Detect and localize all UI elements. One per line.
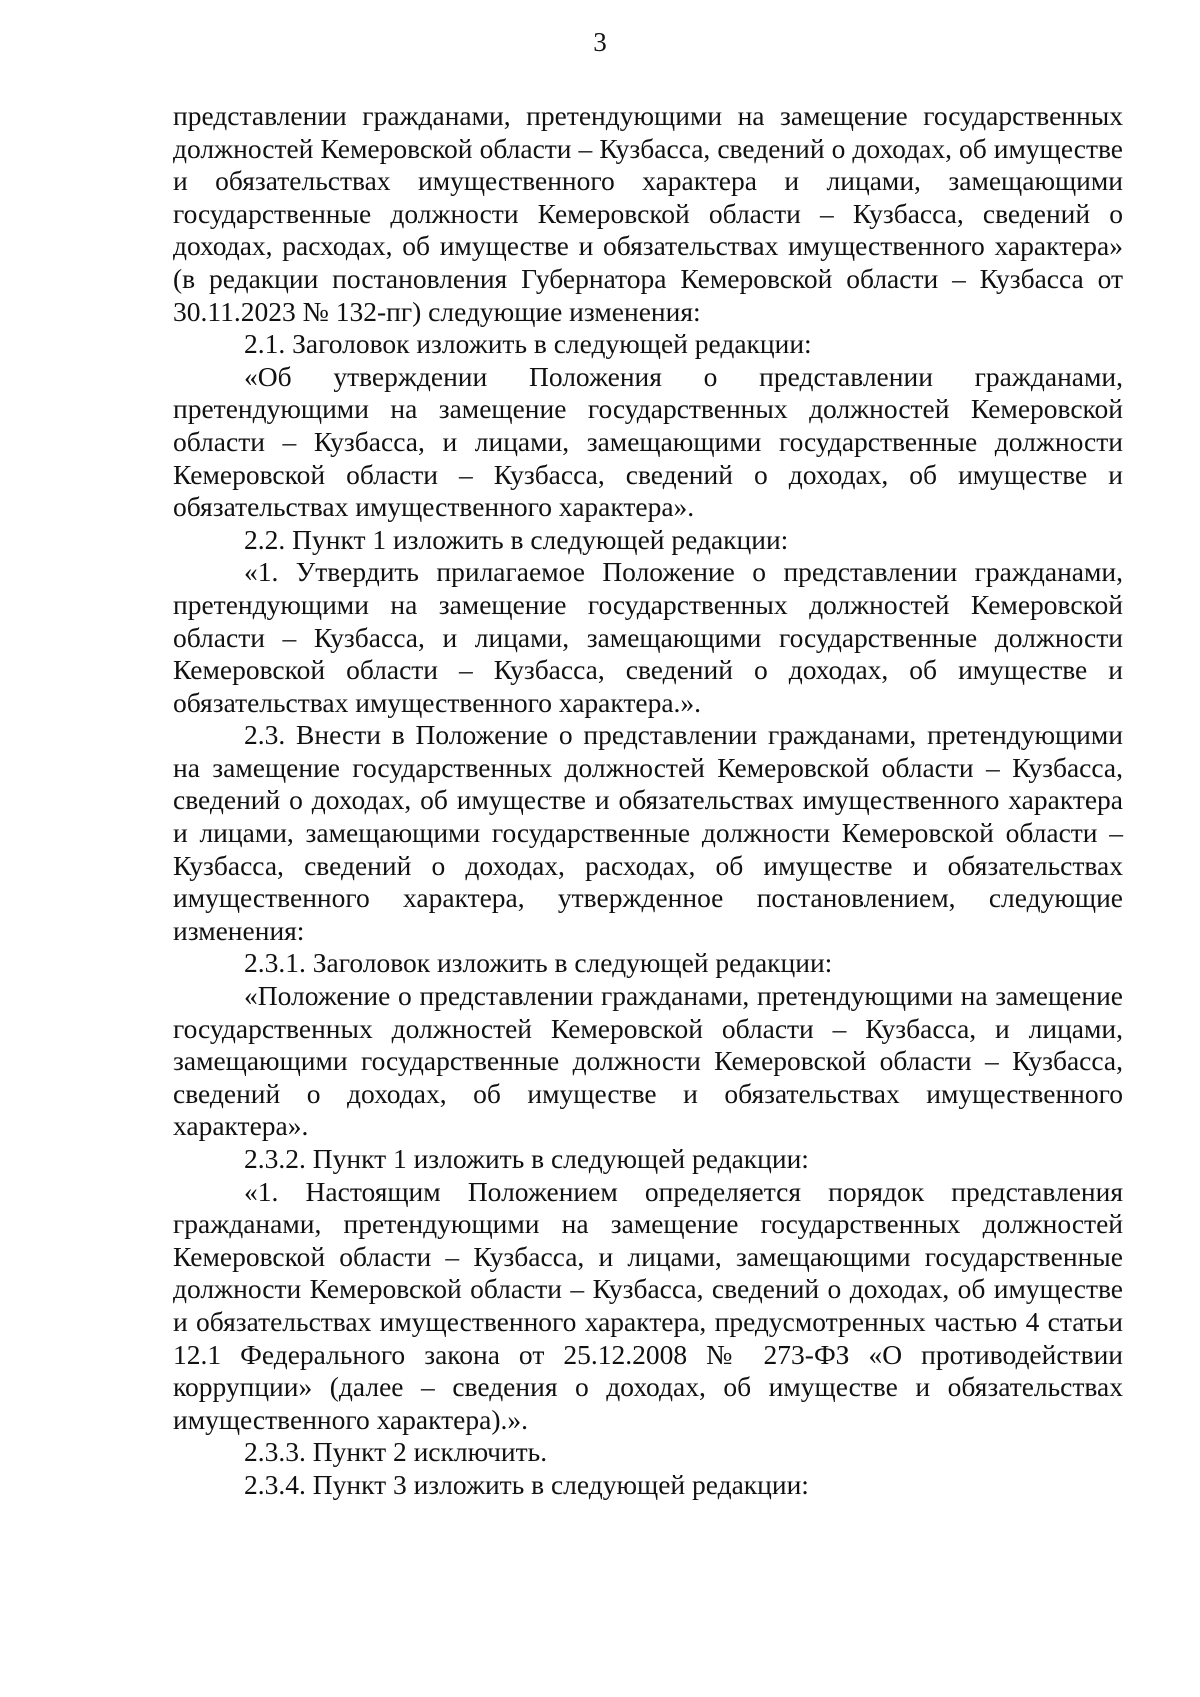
paragraph-2-2-quote: «1. Утвердить прилагаемое Положение о представлении гражданами, претендующими на замещение государственных должностей Кемеровской области – Кузбасса, и лицами, замещающими государственные должности Кемеровской области – Кузбасса, сведений о доходах, об имуществе и обязательствах имущественного характера.». <box>173 556 1123 718</box>
paragraph-continuation: представлении гражданами, претендующими на замещение государственных должностей Кемеровской области – Кузбасса, сведений о доходах, об имуществе и обязательствах имущественного характера и лицами, замещающими государственные должности Кемеровской области – Кузбасса, сведений о доходах, расходах, об имуществе и обязательствах имущественного характера» (в редакции постановления Губернатора Кемеровской области – Кузбасса от 30.11.2023 № 132-пг) следующие изменения: <box>173 100 1123 327</box>
paragraph-2-3-4: 2.3.4. Пункт 3 изложить в следующей редакции: <box>244 1468 809 1500</box>
paragraph-2-2: 2.2. Пункт 1 изложить в следующей редакции: <box>244 523 789 555</box>
paragraph-2-3: 2.3. Внести в Положение о представлении гражданами, претендующими на замещение государственных должностей Кемеровской области – Кузбасса, сведений о доходах, об имуществе и обязательствах имущественного характера и лицами, замещающими государственные должности Кемеровской области – Кузбасса, сведений о доходах, расходах, об имуществе и обязательствах имущественного характера, утвержденное постановлением, следующие изменения: <box>173 719 1123 946</box>
paragraph-2-3-2: 2.3.2. Пункт 1 изложить в следующей редакции: <box>244 1143 809 1174</box>
paragraph-2-1-quote: «Об утверждении Положения о представлении гражданами, претендующими на замещение государственных должностей Кемеровской области – Кузбасса, и лицами, замещающими государственные должности Кемеровской области – Кузбасса, сведений о доходах, об имуществе и обязательствах имущественного характера». <box>173 360 1123 523</box>
page-number: 3 <box>593 27 607 57</box>
paragraph-2-3-2-quote: «1. Настоящим Положением определяется порядок представления гражданами, претендующими на замещение государственных должностей Кемеровской области – Кузбасса, и лицами, замещающими государственные должности Кемеровской области – Кузбасса, сведений о доходах, об имуществе и обязательствах имущественного характера, предусмотренных частью 4 статьи 12.1 Федерального закона от 25.12.2008 № 273-ФЗ «О противодействии коррупции» (далее – сведения о доходах, об имуществе и обязательствах имущественного характера).». <box>173 1175 1123 1435</box>
paragraph-2-3-1-quote: «Положение о представлении гражданами, претендующими на замещение государственных должностей Кемеровской области – Кузбасса, и лицами, замещающими государственные должности Кемеровской области – Кузбасса, сведений о доходах, об имуществе и обязательствах имущественного характера». <box>173 980 1123 1142</box>
paragraph-2-3-1: 2.3.1. Заголовок изложить в следующей редакции: <box>244 947 833 979</box>
paragraph-2-1: 2.1. Заголовок изложить в следующей редакции: <box>244 328 812 360</box>
paragraph-2-3-3: 2.3.3. Пункт 2 исключить. <box>244 1436 548 1468</box>
document-body <box>173 100 1123 1502</box>
